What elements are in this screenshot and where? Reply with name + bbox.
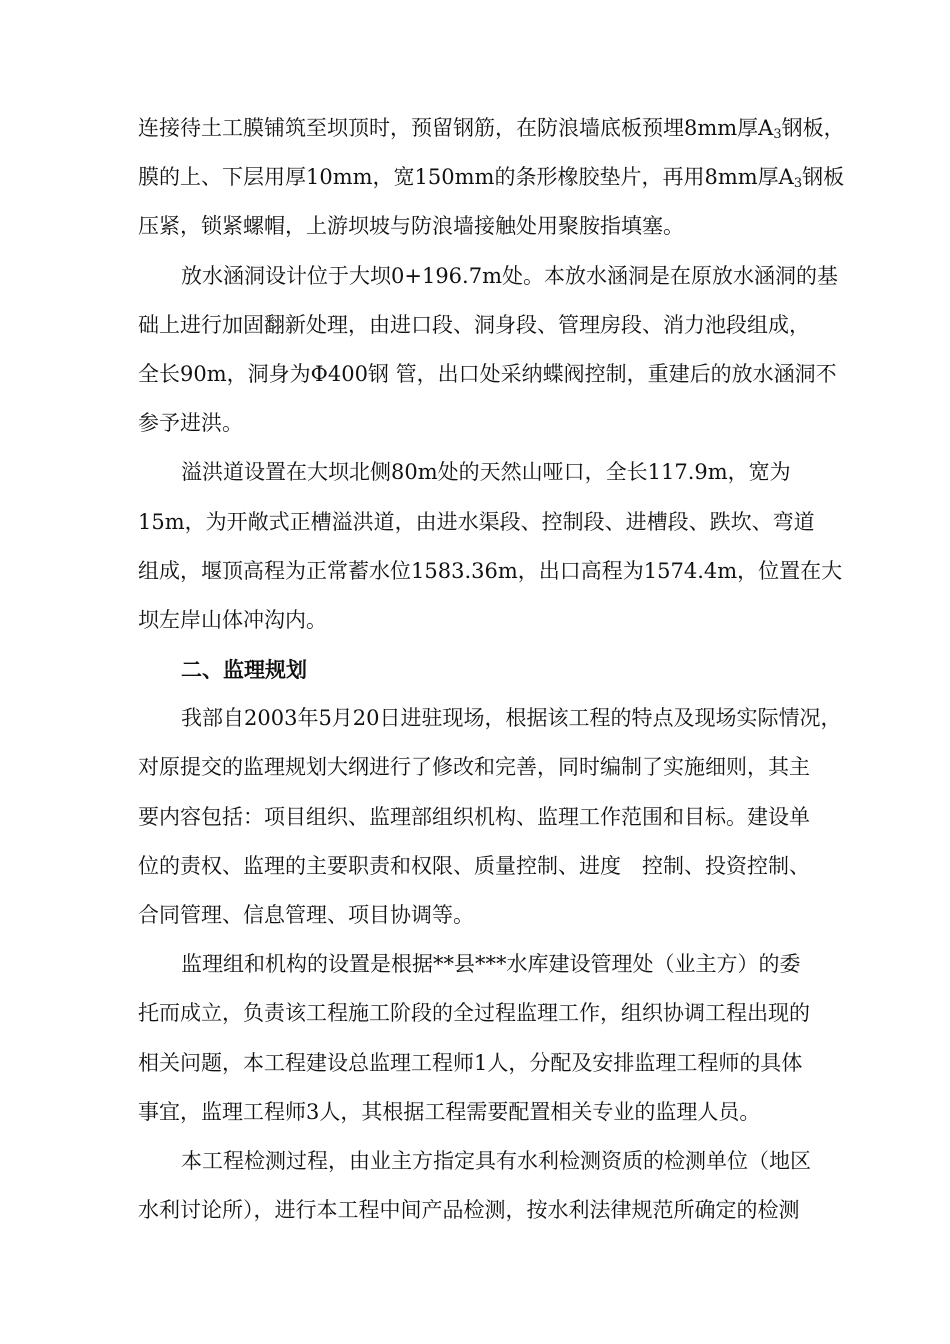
text-line: 础上进行加固翻新处理，由进口段、洞身段、管理房段、消力池段组成， xyxy=(138,312,810,337)
text-line xyxy=(138,104,858,153)
paragraph-first-line: 放水涵洞设计位于大坝0+196.7m处。本放水涵洞是在原放水涵洞的基 xyxy=(181,263,838,288)
text-line: 坝左岸山体冲沟内。 xyxy=(138,607,327,632)
paragraph-first-line: 监理组和机构的设置是根据**县***水库建设管理处（业主方）的委 xyxy=(181,952,801,977)
paragraph-first-line: 我部自2003年5月20日进驻现场，根据该工程的特点及现场实际情况， xyxy=(181,706,842,731)
text-line: 托而成立，负责该工程施工阶段的全过程监理工作，组织协调工程出现的 xyxy=(138,1001,810,1026)
text-line: 位的责权、监理的主要职责和权限、质量控制、进度 控制、投资控制、 xyxy=(138,853,810,878)
text-run: 钢板 xyxy=(802,165,845,190)
text-line: 全长90m，洞身为Φ400钢 管，出口处采纳蝶阀控制，重建后的放水涵洞不 xyxy=(138,361,837,386)
text-line: 15m，为开敞式正槽溢洪道，由进水渠段、控制段、进槽段、跌坎、弯道 xyxy=(138,509,815,534)
text-run: 连接待土工膜铺筑至坝顶时，预留钢筋，在防浪墙底板预埋8mm厚A xyxy=(138,116,774,140)
text-line: 水利讨论所），进行本工程中间产品检测，按水利法律规范所确定的检测 xyxy=(138,1198,800,1223)
paragraph-first-line: 溢洪道设置在大坝北侧80m处的天然山哑口，全长117.9m，宽为 xyxy=(181,460,791,485)
text-line: 参予进洪。 xyxy=(138,411,243,436)
paragraph-first-line: 本工程检测过程，由业主方指定具有水利检测资质的检测单位（地区 xyxy=(181,1148,811,1173)
text-line: 相关问题，本工程建设总监理工程师1人，分配及安排监理工程师的具体 xyxy=(138,1050,803,1075)
text-line: 对原提交的监理规划大纲进行了修改和完善，同时编制了实施细则，其主 xyxy=(138,755,810,780)
text-line: 要内容包括：项目组织、监理部组织机构、监理工作范围和目标。建设单 xyxy=(138,804,810,829)
section-heading: 二、监理规划 xyxy=(181,657,307,683)
text-line: 事宜，监理工程师3人，其根据工程需要配置相关专业的监理人员。 xyxy=(138,1099,761,1124)
text-line: 组成，堰顶高程为正常蓄水位1583.36m，出口高程为1574.4m，位置在大 xyxy=(138,558,843,583)
text-run: 钢板， xyxy=(781,116,845,140)
text-line: 合同管理、信息管理、项目协调等。 xyxy=(138,903,474,927)
text-line xyxy=(138,153,858,202)
subscript: 3 xyxy=(793,176,803,192)
text-line: 压紧，锁紧螺帽，上游坝坡与防浪墙接触处用聚胺指填塞。 xyxy=(138,214,684,239)
text-run: 膜的上、下层用厚10mm，宽150mm的条形橡胶垫片，再用8mm厚A xyxy=(138,165,794,190)
subscript: 3 xyxy=(773,127,782,142)
